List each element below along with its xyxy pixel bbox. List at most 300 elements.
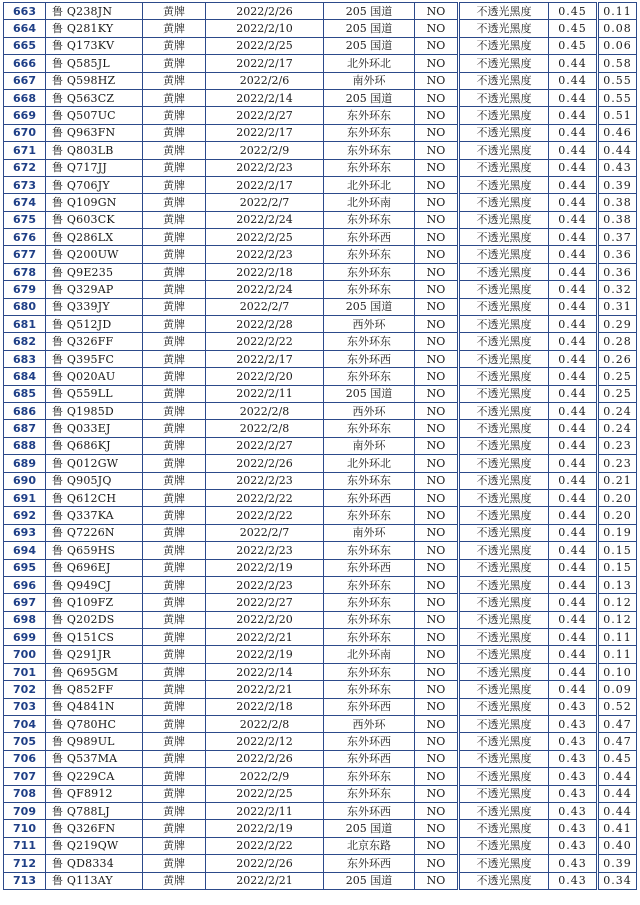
plate-number: 鲁 Q696EJ — [46, 559, 143, 576]
plate-type: 黄牌 — [143, 89, 206, 106]
table-row — [4, 524, 637, 541]
location: 北外环北 — [324, 176, 415, 193]
pass-flag: NO — [415, 489, 459, 506]
plate-type: 黄牌 — [143, 681, 206, 698]
plate-number: 鲁 Q852FF — [46, 681, 143, 698]
test-item: 不透光黑度 — [459, 211, 549, 228]
plate-type: 黄牌 — [143, 698, 206, 715]
row-index: 698 — [4, 611, 46, 628]
plate-number: 鲁 Q326FN — [46, 820, 143, 837]
row-index: 708 — [4, 785, 46, 802]
row-index: 694 — [4, 542, 46, 559]
measured-value: 0.40 — [598, 837, 637, 854]
inspection-date: 2022/2/18 — [206, 698, 324, 715]
test-item: 不透光黑度 — [459, 368, 549, 385]
table-row — [4, 646, 637, 663]
limit-value: 0.43 — [549, 820, 598, 837]
inspection-date: 2022/2/14 — [206, 89, 324, 106]
plate-type: 黄牌 — [143, 716, 206, 733]
limit-value: 0.44 — [549, 89, 598, 106]
inspection-date: 2022/2/19 — [206, 646, 324, 663]
table-row — [4, 802, 637, 819]
plate-number: 鲁 Q603CK — [46, 211, 143, 228]
table-row — [4, 785, 637, 802]
measured-value: 0.37 — [598, 229, 637, 246]
row-index: 702 — [4, 681, 46, 698]
table-row — [4, 246, 637, 263]
plate-number: 鲁 Q803LB — [46, 142, 143, 159]
test-item: 不透光黑度 — [459, 350, 549, 367]
row-index: 705 — [4, 733, 46, 750]
pass-flag: NO — [415, 733, 459, 750]
limit-value: 0.44 — [549, 246, 598, 263]
test-item: 不透光黑度 — [459, 524, 549, 541]
plate-type: 黄牌 — [143, 298, 206, 315]
table-row — [4, 263, 637, 280]
pass-flag: NO — [415, 246, 459, 263]
measured-value: 0.20 — [598, 507, 637, 524]
limit-value: 0.44 — [549, 402, 598, 419]
measured-value: 0.24 — [598, 402, 637, 419]
measured-value: 0.21 — [598, 472, 637, 489]
plate-number: 鲁 Q563CZ — [46, 89, 143, 106]
plate-type: 黄牌 — [143, 785, 206, 802]
row-index: 679 — [4, 281, 46, 298]
measured-value: 0.36 — [598, 246, 637, 263]
test-item: 不透光黑度 — [459, 611, 549, 628]
row-index: 674 — [4, 194, 46, 211]
test-item: 不透光黑度 — [459, 837, 549, 854]
test-item: 不透光黑度 — [459, 507, 549, 524]
limit-value: 0.44 — [549, 681, 598, 698]
limit-value: 0.44 — [549, 368, 598, 385]
limit-value: 0.44 — [549, 281, 598, 298]
plate-type: 黄牌 — [143, 733, 206, 750]
pass-flag: NO — [415, 437, 459, 454]
measured-value: 0.38 — [598, 211, 637, 228]
row-index: 701 — [4, 663, 46, 680]
plate-type: 黄牌 — [143, 594, 206, 611]
row-index: 711 — [4, 837, 46, 854]
test-item: 不透光黑度 — [459, 802, 549, 819]
limit-value: 0.44 — [549, 576, 598, 593]
pass-flag: NO — [415, 611, 459, 628]
plate-number: 鲁 Q905JQ — [46, 472, 143, 489]
table-row — [4, 576, 637, 593]
inspection-date: 2022/2/21 — [206, 681, 324, 698]
pass-flag: NO — [415, 385, 459, 402]
table-row — [4, 629, 637, 646]
location: 东外环西 — [324, 750, 415, 767]
row-index: 686 — [4, 402, 46, 419]
test-item: 不透光黑度 — [459, 37, 549, 54]
pass-flag: NO — [415, 124, 459, 141]
row-index: 703 — [4, 698, 46, 715]
pass-flag: NO — [415, 872, 459, 889]
pass-flag: NO — [415, 472, 459, 489]
measured-value: 0.11 — [598, 629, 637, 646]
measured-value: 0.41 — [598, 820, 637, 837]
location: 东外环西 — [324, 350, 415, 367]
location: 东外环西 — [324, 698, 415, 715]
table-row — [4, 229, 637, 246]
test-item: 不透光黑度 — [459, 385, 549, 402]
inspection-date: 2022/2/10 — [206, 20, 324, 37]
pass-flag: NO — [415, 55, 459, 72]
limit-value: 0.44 — [549, 594, 598, 611]
pass-flag: NO — [415, 855, 459, 872]
limit-value: 0.44 — [549, 437, 598, 454]
location: 东外环东 — [324, 246, 415, 263]
table-row — [4, 559, 637, 576]
pass-flag: NO — [415, 402, 459, 419]
location: 南外环 — [324, 524, 415, 541]
measured-value: 0.44 — [598, 802, 637, 819]
measured-value: 0.47 — [598, 733, 637, 750]
measured-value: 0.34 — [598, 872, 637, 889]
inspection-date: 2022/2/12 — [206, 733, 324, 750]
location: 东外环东 — [324, 542, 415, 559]
location: 东外环西 — [324, 855, 415, 872]
limit-value: 0.44 — [549, 385, 598, 402]
plate-number: 鲁 Q612CH — [46, 489, 143, 506]
plate-type: 黄牌 — [143, 20, 206, 37]
plate-type: 黄牌 — [143, 72, 206, 89]
measured-value: 0.31 — [598, 298, 637, 315]
inspection-date: 2022/2/17 — [206, 350, 324, 367]
pass-flag: NO — [415, 507, 459, 524]
table-row — [4, 350, 637, 367]
inspection-date: 2022/2/20 — [206, 611, 324, 628]
plate-type: 黄牌 — [143, 281, 206, 298]
pass-flag: NO — [415, 263, 459, 280]
row-index: 672 — [4, 159, 46, 176]
row-index: 683 — [4, 350, 46, 367]
plate-number: 鲁 Q512JD — [46, 316, 143, 333]
limit-value: 0.43 — [549, 750, 598, 767]
plate-number: 鲁 Q788LJ — [46, 802, 143, 819]
pass-flag: NO — [415, 768, 459, 785]
table-row — [4, 89, 637, 106]
plate-number: 鲁 Q1985D — [46, 402, 143, 419]
pass-flag: NO — [415, 37, 459, 54]
inspection-date: 2022/2/27 — [206, 107, 324, 124]
test-item: 不透光黑度 — [459, 142, 549, 159]
inspection-date: 2022/2/26 — [206, 3, 324, 20]
pass-flag: NO — [415, 576, 459, 593]
plate-type: 黄牌 — [143, 385, 206, 402]
location: 东外环西 — [324, 559, 415, 576]
measured-value: 0.23 — [598, 455, 637, 472]
plate-type: 黄牌 — [143, 646, 206, 663]
row-index: 671 — [4, 142, 46, 159]
measured-value: 0.10 — [598, 663, 637, 680]
pass-flag: NO — [415, 785, 459, 802]
inspection-date: 2022/2/24 — [206, 211, 324, 228]
measured-value: 0.46 — [598, 124, 637, 141]
test-item: 不透光黑度 — [459, 159, 549, 176]
measured-value: 0.36 — [598, 263, 637, 280]
inspection-date: 2022/2/19 — [206, 559, 324, 576]
row-index: 684 — [4, 368, 46, 385]
measured-value: 0.20 — [598, 489, 637, 506]
plate-type: 黄牌 — [143, 159, 206, 176]
row-index: 685 — [4, 385, 46, 402]
measured-value: 0.51 — [598, 107, 637, 124]
location: 205 国道 — [324, 20, 415, 37]
limit-value: 0.43 — [549, 872, 598, 889]
plate-number: 鲁 Q033EJ — [46, 420, 143, 437]
plate-type: 黄牌 — [143, 576, 206, 593]
table-row — [4, 333, 637, 350]
measured-value: 0.44 — [598, 785, 637, 802]
limit-value: 0.44 — [549, 176, 598, 193]
plate-type: 黄牌 — [143, 246, 206, 263]
plate-number: 鲁 Q329AP — [46, 281, 143, 298]
plate-number: 鲁 Q7226N — [46, 524, 143, 541]
table-row — [4, 855, 637, 872]
measured-value: 0.55 — [598, 72, 637, 89]
row-index: 666 — [4, 55, 46, 72]
plate-type: 黄牌 — [143, 333, 206, 350]
test-item: 不透光黑度 — [459, 489, 549, 506]
limit-value: 0.44 — [549, 142, 598, 159]
plate-type: 黄牌 — [143, 368, 206, 385]
location: 205 国道 — [324, 872, 415, 889]
plate-number: 鲁 Q780HC — [46, 716, 143, 733]
inspection-date: 2022/2/23 — [206, 542, 324, 559]
location: 北外环南 — [324, 194, 415, 211]
plate-number: 鲁 Q9E235 — [46, 263, 143, 280]
pass-flag: NO — [415, 20, 459, 37]
limit-value: 0.44 — [549, 55, 598, 72]
inspection-date: 2022/2/6 — [206, 72, 324, 89]
plate-type: 黄牌 — [143, 872, 206, 889]
measured-value: 0.39 — [598, 176, 637, 193]
location: 东外环东 — [324, 594, 415, 611]
location: 东外环东 — [324, 368, 415, 385]
test-item: 不透光黑度 — [459, 402, 549, 419]
test-item: 不透光黑度 — [459, 246, 549, 263]
inspection-date: 2022/2/23 — [206, 159, 324, 176]
plate-type: 黄牌 — [143, 524, 206, 541]
test-item: 不透光黑度 — [459, 55, 549, 72]
pass-flag: NO — [415, 229, 459, 246]
test-item: 不透光黑度 — [459, 455, 549, 472]
table-row — [4, 507, 637, 524]
plate-number: 鲁 Q109GN — [46, 194, 143, 211]
row-index: 712 — [4, 855, 46, 872]
row-index: 687 — [4, 420, 46, 437]
vehicle-emission-table — [3, 2, 637, 890]
location: 北外环北 — [324, 55, 415, 72]
location: 205 国道 — [324, 820, 415, 837]
limit-value: 0.44 — [549, 229, 598, 246]
measured-value: 0.25 — [598, 385, 637, 402]
measured-value: 0.38 — [598, 194, 637, 211]
plate-type: 黄牌 — [143, 176, 206, 193]
measured-value: 0.26 — [598, 350, 637, 367]
inspection-date: 2022/2/26 — [206, 455, 324, 472]
measured-value: 0.47 — [598, 716, 637, 733]
inspection-date: 2022/2/20 — [206, 368, 324, 385]
limit-value: 0.44 — [549, 124, 598, 141]
limit-value: 0.44 — [549, 489, 598, 506]
test-item: 不透光黑度 — [459, 194, 549, 211]
plate-type: 黄牌 — [143, 350, 206, 367]
location: 东外环东 — [324, 211, 415, 228]
limit-value: 0.44 — [549, 72, 598, 89]
plate-type: 黄牌 — [143, 37, 206, 54]
table-row — [4, 594, 637, 611]
measured-value: 0.15 — [598, 559, 637, 576]
pass-flag: NO — [415, 629, 459, 646]
plate-type: 黄牌 — [143, 420, 206, 437]
pass-flag: NO — [415, 420, 459, 437]
table-row — [4, 211, 637, 228]
location: 205 国道 — [324, 37, 415, 54]
location: 东外环东 — [324, 124, 415, 141]
limit-value: 0.44 — [549, 298, 598, 315]
row-index: 664 — [4, 20, 46, 37]
pass-flag: NO — [415, 72, 459, 89]
row-index: 707 — [4, 768, 46, 785]
test-item: 不透光黑度 — [459, 229, 549, 246]
row-index: 706 — [4, 750, 46, 767]
plate-type: 黄牌 — [143, 194, 206, 211]
measured-value: 0.43 — [598, 159, 637, 176]
plate-number: 鲁 Q717JJ — [46, 159, 143, 176]
plate-number: 鲁 Q395FC — [46, 350, 143, 367]
plate-number: 鲁 Q219QW — [46, 837, 143, 854]
plate-number: 鲁 Q339JY — [46, 298, 143, 315]
plate-type: 黄牌 — [143, 559, 206, 576]
limit-value: 0.44 — [549, 507, 598, 524]
pass-flag: NO — [415, 107, 459, 124]
inspection-date: 2022/2/11 — [206, 385, 324, 402]
measured-value: 0.11 — [598, 646, 637, 663]
plate-type: 黄牌 — [143, 316, 206, 333]
row-index: 678 — [4, 263, 46, 280]
location: 东外环东 — [324, 472, 415, 489]
table-row — [4, 124, 637, 141]
table-row — [4, 316, 637, 333]
inspection-date: 2022/2/14 — [206, 663, 324, 680]
pass-flag: NO — [415, 159, 459, 176]
plate-type: 黄牌 — [143, 455, 206, 472]
inspection-date: 2022/2/25 — [206, 785, 324, 802]
plate-type: 黄牌 — [143, 611, 206, 628]
limit-value: 0.44 — [549, 316, 598, 333]
test-item: 不透光黑度 — [459, 820, 549, 837]
table-row — [4, 768, 637, 785]
row-index: 689 — [4, 455, 46, 472]
location: 南外环 — [324, 72, 415, 89]
inspection-date: 2022/2/17 — [206, 176, 324, 193]
location: 东外环东 — [324, 611, 415, 628]
test-item: 不透光黑度 — [459, 437, 549, 454]
pass-flag: NO — [415, 350, 459, 367]
plate-type: 黄牌 — [143, 263, 206, 280]
row-index: 699 — [4, 629, 46, 646]
inspection-date: 2022/2/8 — [206, 420, 324, 437]
table-body — [4, 3, 637, 890]
measured-value: 0.45 — [598, 750, 637, 767]
plate-number: 鲁 QD8334 — [46, 855, 143, 872]
location: 东外环东 — [324, 681, 415, 698]
plate-type: 黄牌 — [143, 229, 206, 246]
row-index: 693 — [4, 524, 46, 541]
row-index: 667 — [4, 72, 46, 89]
plate-number: 鲁 Q238JN — [46, 3, 143, 20]
location: 东外环东 — [324, 576, 415, 593]
table-row — [4, 472, 637, 489]
test-item: 不透光黑度 — [459, 750, 549, 767]
inspection-date: 2022/2/17 — [206, 55, 324, 72]
plate-number: 鲁 Q598HZ — [46, 72, 143, 89]
plate-type: 黄牌 — [143, 211, 206, 228]
limit-value: 0.43 — [549, 855, 598, 872]
plate-number: 鲁 Q020AU — [46, 368, 143, 385]
inspection-date: 2022/2/27 — [206, 594, 324, 611]
pass-flag: NO — [415, 524, 459, 541]
plate-type: 黄牌 — [143, 55, 206, 72]
row-index: 668 — [4, 89, 46, 106]
measured-value: 0.12 — [598, 611, 637, 628]
table-row — [4, 698, 637, 715]
test-item: 不透光黑度 — [459, 316, 549, 333]
measured-value: 0.09 — [598, 681, 637, 698]
pass-flag: NO — [415, 681, 459, 698]
row-index: 695 — [4, 559, 46, 576]
test-item: 不透光黑度 — [459, 3, 549, 20]
plate-number: 鲁 Q113AY — [46, 872, 143, 889]
test-item: 不透光黑度 — [459, 646, 549, 663]
inspection-date: 2022/2/24 — [206, 281, 324, 298]
inspection-date: 2022/2/23 — [206, 472, 324, 489]
measured-value: 0.28 — [598, 333, 637, 350]
limit-value: 0.43 — [549, 802, 598, 819]
limit-value: 0.44 — [549, 472, 598, 489]
pass-flag: NO — [415, 820, 459, 837]
table-row — [4, 455, 637, 472]
measured-value: 0.44 — [598, 142, 637, 159]
table-row — [4, 142, 637, 159]
table-row — [4, 72, 637, 89]
test-item: 不透光黑度 — [459, 768, 549, 785]
pass-flag: NO — [415, 281, 459, 298]
location: 北外环南 — [324, 646, 415, 663]
location: 东外环西 — [324, 802, 415, 819]
row-index: 677 — [4, 246, 46, 263]
test-item: 不透光黑度 — [459, 594, 549, 611]
plate-number: 鲁 Q109FZ — [46, 594, 143, 611]
limit-value: 0.44 — [549, 629, 598, 646]
plate-type: 黄牌 — [143, 820, 206, 837]
plate-type: 黄牌 — [143, 768, 206, 785]
table-row — [4, 437, 637, 454]
inspection-date: 2022/2/9 — [206, 142, 324, 159]
table-row — [4, 368, 637, 385]
location: 东外环东 — [324, 420, 415, 437]
table-row — [4, 820, 637, 837]
limit-value: 0.45 — [549, 20, 598, 37]
inspection-date: 2022/2/11 — [206, 802, 324, 819]
test-item: 不透光黑度 — [459, 263, 549, 280]
row-index: 692 — [4, 507, 46, 524]
row-index: 688 — [4, 437, 46, 454]
location: 东外环西 — [324, 489, 415, 506]
